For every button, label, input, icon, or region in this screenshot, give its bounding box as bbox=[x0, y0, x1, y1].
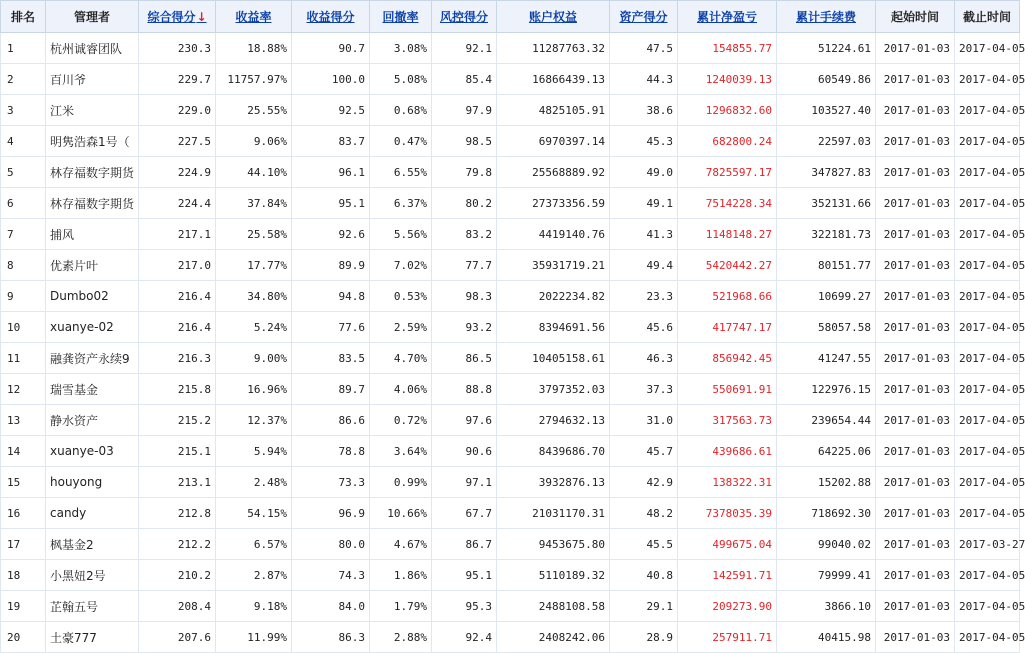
equity-cell: 35931719.21 bbox=[497, 250, 610, 281]
risk-score-cell: 95.3 bbox=[432, 591, 497, 622]
manager-cell: xuanye-03 bbox=[46, 436, 139, 467]
manager-cell: 优素片叶 bbox=[46, 250, 139, 281]
manager-cell: 芷翰五号 bbox=[46, 591, 139, 622]
header-end-time: 截止时间 bbox=[955, 1, 1020, 33]
return-rate-cell: 5.94% bbox=[216, 436, 292, 467]
start-time-cell: 2017-01-03 bbox=[876, 529, 955, 560]
header-row bbox=[1, 1, 1020, 33]
return-score-cell: 95.1 bbox=[292, 188, 370, 219]
asset-score-cell: 31.0 bbox=[610, 405, 678, 436]
score-cell: 224.9 bbox=[139, 157, 216, 188]
table-row bbox=[1, 95, 1020, 126]
manager-cell: Dumbo02 bbox=[46, 281, 139, 312]
rank-cell: 15 bbox=[1, 467, 46, 498]
manager-cell: 江米 bbox=[46, 95, 139, 126]
equity-cell: 3932876.13 bbox=[497, 467, 610, 498]
equity-cell: 9453675.80 bbox=[497, 529, 610, 560]
start-time-cell: 2017-01-03 bbox=[876, 374, 955, 405]
return-score-cell: 83.7 bbox=[292, 126, 370, 157]
rank-cell: 19 bbox=[1, 591, 46, 622]
start-time-cell: 2017-01-03 bbox=[876, 591, 955, 622]
net-pnl-cell: 499675.04 bbox=[678, 529, 777, 560]
table-row bbox=[1, 64, 1020, 95]
return-rate-cell: 44.10% bbox=[216, 157, 292, 188]
table-row bbox=[1, 219, 1020, 250]
net-pnl-cell: 417747.17 bbox=[678, 312, 777, 343]
manager-cell: 融龚资产永续9 bbox=[46, 343, 139, 374]
header-return-score-sort[interactable]: 收益得分 bbox=[292, 1, 370, 33]
rank-cell: 12 bbox=[1, 374, 46, 405]
start-time-cell: 2017-01-03 bbox=[876, 219, 955, 250]
asset-score-cell: 44.3 bbox=[610, 64, 678, 95]
fees-cell: 15202.88 bbox=[777, 467, 876, 498]
fees-cell: 80151.77 bbox=[777, 250, 876, 281]
manager-cell: 小黑妞2号 bbox=[46, 560, 139, 591]
drawdown-cell: 0.47% bbox=[370, 126, 432, 157]
asset-score-cell: 45.3 bbox=[610, 126, 678, 157]
table-row bbox=[1, 281, 1020, 312]
return-rate-cell: 34.80% bbox=[216, 281, 292, 312]
rank-cell: 9 bbox=[1, 281, 46, 312]
header-risk-score-sort[interactable]: 风控得分 bbox=[432, 1, 497, 33]
table-row bbox=[1, 188, 1020, 219]
manager-cell: houyong bbox=[46, 467, 139, 498]
score-cell: 216.4 bbox=[139, 281, 216, 312]
end-time-cell: 2017-04-05 bbox=[955, 374, 1020, 405]
return-score-cell: 96.9 bbox=[292, 498, 370, 529]
risk-score-cell: 97.6 bbox=[432, 405, 497, 436]
rank-cell: 1 bbox=[1, 33, 46, 64]
asset-score-cell: 37.3 bbox=[610, 374, 678, 405]
equity-cell: 4825105.91 bbox=[497, 95, 610, 126]
drawdown-cell: 6.55% bbox=[370, 157, 432, 188]
end-time-cell: 2017-04-05 bbox=[955, 126, 1020, 157]
header-net-pnl-sort[interactable]: 累计净盈亏 bbox=[678, 1, 777, 33]
end-time-cell: 2017-04-05 bbox=[955, 188, 1020, 219]
table-row bbox=[1, 250, 1020, 281]
rank-cell: 18 bbox=[1, 560, 46, 591]
return-score-cell: 89.7 bbox=[292, 374, 370, 405]
manager-cell: 枫基金2 bbox=[46, 529, 139, 560]
end-time-cell: 2017-04-05 bbox=[955, 250, 1020, 281]
manager-cell: 瑞雪基金 bbox=[46, 374, 139, 405]
start-time-cell: 2017-01-03 bbox=[876, 467, 955, 498]
end-time-cell: 2017-04-05 bbox=[955, 33, 1020, 64]
score-cell: 230.3 bbox=[139, 33, 216, 64]
header-drawdown-sort[interactable]: 回撤率 bbox=[370, 1, 432, 33]
rank-cell: 17 bbox=[1, 529, 46, 560]
start-time-cell: 2017-01-03 bbox=[876, 157, 955, 188]
end-time-cell: 2017-04-05 bbox=[955, 343, 1020, 374]
table-row bbox=[1, 591, 1020, 622]
end-time-cell: 2017-03-27 bbox=[955, 529, 1020, 560]
asset-score-cell: 49.0 bbox=[610, 157, 678, 188]
net-pnl-cell: 1240039.13 bbox=[678, 64, 777, 95]
risk-score-cell: 90.6 bbox=[432, 436, 497, 467]
return-score-cell: 89.9 bbox=[292, 250, 370, 281]
score-cell: 210.2 bbox=[139, 560, 216, 591]
asset-score-cell: 29.1 bbox=[610, 591, 678, 622]
drawdown-cell: 5.56% bbox=[370, 219, 432, 250]
table-row bbox=[1, 467, 1020, 498]
table-row bbox=[1, 498, 1020, 529]
return-score-cell: 83.5 bbox=[292, 343, 370, 374]
risk-score-cell: 86.5 bbox=[432, 343, 497, 374]
fees-cell: 51224.61 bbox=[777, 33, 876, 64]
risk-score-cell: 98.3 bbox=[432, 281, 497, 312]
end-time-cell: 2017-04-05 bbox=[955, 405, 1020, 436]
equity-cell: 2488108.58 bbox=[497, 591, 610, 622]
equity-cell: 3797352.03 bbox=[497, 374, 610, 405]
rank-cell: 8 bbox=[1, 250, 46, 281]
return-score-cell: 100.0 bbox=[292, 64, 370, 95]
start-time-cell: 2017-01-03 bbox=[876, 622, 955, 653]
return-score-cell: 92.5 bbox=[292, 95, 370, 126]
risk-score-cell: 77.7 bbox=[432, 250, 497, 281]
return-score-cell: 74.3 bbox=[292, 560, 370, 591]
fees-cell: 10699.27 bbox=[777, 281, 876, 312]
return-rate-cell: 16.96% bbox=[216, 374, 292, 405]
header-score-label[interactable]: 综合得分 bbox=[147, 10, 196, 24]
end-time-cell: 2017-04-05 bbox=[955, 498, 1020, 529]
return-rate-cell: 54.15% bbox=[216, 498, 292, 529]
header-fees-sort[interactable]: 累计手续费 bbox=[777, 1, 876, 33]
return-rate-cell: 2.87% bbox=[216, 560, 292, 591]
drawdown-cell: 7.02% bbox=[370, 250, 432, 281]
header-equity-sort[interactable]: 账户权益 bbox=[497, 1, 610, 33]
return-score-cell: 92.6 bbox=[292, 219, 370, 250]
table-row bbox=[1, 126, 1020, 157]
drawdown-cell: 10.66% bbox=[370, 498, 432, 529]
rank-cell: 20 bbox=[1, 622, 46, 653]
risk-score-cell: 95.1 bbox=[432, 560, 497, 591]
asset-score-cell: 41.3 bbox=[610, 219, 678, 250]
score-cell: 215.2 bbox=[139, 405, 216, 436]
header-start-time: 起始时间 bbox=[876, 1, 955, 33]
equity-cell: 21031170.31 bbox=[497, 498, 610, 529]
return-score-cell: 96.1 bbox=[292, 157, 370, 188]
net-pnl-cell: 521968.66 bbox=[678, 281, 777, 312]
fees-cell: 322181.73 bbox=[777, 219, 876, 250]
drawdown-cell: 0.99% bbox=[370, 467, 432, 498]
start-time-cell: 2017-01-03 bbox=[876, 343, 955, 374]
start-time-cell: 2017-01-03 bbox=[876, 64, 955, 95]
equity-cell: 25568889.92 bbox=[497, 157, 610, 188]
rank-cell: 11 bbox=[1, 343, 46, 374]
equity-cell: 27373356.59 bbox=[497, 188, 610, 219]
drawdown-cell: 0.53% bbox=[370, 281, 432, 312]
manager-cell: 林存福数字期货 bbox=[46, 188, 139, 219]
equity-cell: 8439686.70 bbox=[497, 436, 610, 467]
return-rate-cell: 5.24% bbox=[216, 312, 292, 343]
net-pnl-cell: 142591.71 bbox=[678, 560, 777, 591]
start-time-cell: 2017-01-03 bbox=[876, 95, 955, 126]
fees-cell: 64225.06 bbox=[777, 436, 876, 467]
end-time-cell: 2017-04-05 bbox=[955, 95, 1020, 126]
manager-cell: 静水资产 bbox=[46, 405, 139, 436]
return-rate-cell: 6.57% bbox=[216, 529, 292, 560]
net-pnl-cell: 550691.91 bbox=[678, 374, 777, 405]
drawdown-cell: 6.37% bbox=[370, 188, 432, 219]
net-pnl-cell: 1148148.27 bbox=[678, 219, 777, 250]
header-asset-score-sort[interactable]: 资产得分 bbox=[610, 1, 678, 33]
header-manager: 管理者 bbox=[46, 1, 139, 33]
return-rate-cell: 37.84% bbox=[216, 188, 292, 219]
start-time-cell: 2017-01-03 bbox=[876, 405, 955, 436]
fees-cell: 22597.03 bbox=[777, 126, 876, 157]
fees-cell: 103527.40 bbox=[777, 95, 876, 126]
end-time-cell: 2017-04-05 bbox=[955, 591, 1020, 622]
return-rate-cell: 17.77% bbox=[216, 250, 292, 281]
start-time-cell: 2017-01-03 bbox=[876, 188, 955, 219]
drawdown-cell: 2.59% bbox=[370, 312, 432, 343]
manager-cell: 捕风 bbox=[46, 219, 139, 250]
score-cell: 227.5 bbox=[139, 126, 216, 157]
score-cell: 215.8 bbox=[139, 374, 216, 405]
return-rate-cell: 2.48% bbox=[216, 467, 292, 498]
end-time-cell: 2017-04-05 bbox=[955, 436, 1020, 467]
manager-cell: candy bbox=[46, 498, 139, 529]
drawdown-cell: 5.08% bbox=[370, 64, 432, 95]
net-pnl-cell: 7378035.39 bbox=[678, 498, 777, 529]
score-cell: 224.4 bbox=[139, 188, 216, 219]
score-cell: 212.2 bbox=[139, 529, 216, 560]
table-row bbox=[1, 312, 1020, 343]
start-time-cell: 2017-01-03 bbox=[876, 498, 955, 529]
score-cell: 229.0 bbox=[139, 95, 216, 126]
fees-cell: 718692.30 bbox=[777, 498, 876, 529]
end-time-cell: 2017-04-05 bbox=[955, 560, 1020, 591]
risk-score-cell: 79.8 bbox=[432, 157, 497, 188]
return-score-cell: 80.0 bbox=[292, 529, 370, 560]
net-pnl-cell: 7514228.34 bbox=[678, 188, 777, 219]
end-time-cell: 2017-04-05 bbox=[955, 157, 1020, 188]
drawdown-cell: 4.67% bbox=[370, 529, 432, 560]
rank-cell: 16 bbox=[1, 498, 46, 529]
start-time-cell: 2017-01-03 bbox=[876, 126, 955, 157]
rank-cell: 10 bbox=[1, 312, 46, 343]
table-row bbox=[1, 405, 1020, 436]
return-score-cell: 90.7 bbox=[292, 33, 370, 64]
return-score-cell: 73.3 bbox=[292, 467, 370, 498]
manager-cell: 土豪777 bbox=[46, 622, 139, 653]
net-pnl-cell: 154855.77 bbox=[678, 33, 777, 64]
equity-cell: 10405158.61 bbox=[497, 343, 610, 374]
fees-cell: 58057.58 bbox=[777, 312, 876, 343]
net-pnl-cell: 1296832.60 bbox=[678, 95, 777, 126]
equity-cell: 8394691.56 bbox=[497, 312, 610, 343]
rank-cell: 13 bbox=[1, 405, 46, 436]
drawdown-cell: 3.08% bbox=[370, 33, 432, 64]
manager-cell: 百川爷 bbox=[46, 64, 139, 95]
start-time-cell: 2017-01-03 bbox=[876, 312, 955, 343]
fees-cell: 352131.66 bbox=[777, 188, 876, 219]
header-score-sort[interactable] bbox=[139, 1, 216, 33]
table-row bbox=[1, 33, 1020, 64]
return-score-cell: 84.0 bbox=[292, 591, 370, 622]
table-row bbox=[1, 374, 1020, 405]
fees-cell: 122976.15 bbox=[777, 374, 876, 405]
table-row bbox=[1, 343, 1020, 374]
risk-score-cell: 92.1 bbox=[432, 33, 497, 64]
rank-cell: 7 bbox=[1, 219, 46, 250]
risk-score-cell: 83.2 bbox=[432, 219, 497, 250]
header-return-rate-sort[interactable]: 收益率 bbox=[216, 1, 292, 33]
return-rate-cell: 9.06% bbox=[216, 126, 292, 157]
asset-score-cell: 45.5 bbox=[610, 529, 678, 560]
return-rate-cell: 11.99% bbox=[216, 622, 292, 653]
start-time-cell: 2017-01-03 bbox=[876, 250, 955, 281]
net-pnl-cell: 7825597.17 bbox=[678, 157, 777, 188]
manager-cell: 杭州诚睿团队 bbox=[46, 33, 139, 64]
equity-cell: 4419140.76 bbox=[497, 219, 610, 250]
drawdown-cell: 4.70% bbox=[370, 343, 432, 374]
return-score-cell: 86.3 bbox=[292, 622, 370, 653]
score-cell: 217.1 bbox=[139, 219, 216, 250]
asset-score-cell: 48.2 bbox=[610, 498, 678, 529]
equity-cell: 6970397.14 bbox=[497, 126, 610, 157]
asset-score-cell: 28.9 bbox=[610, 622, 678, 653]
return-rate-cell: 9.00% bbox=[216, 343, 292, 374]
risk-score-cell: 88.8 bbox=[432, 374, 497, 405]
net-pnl-cell: 5420442.27 bbox=[678, 250, 777, 281]
rank-cell: 6 bbox=[1, 188, 46, 219]
rank-cell: 14 bbox=[1, 436, 46, 467]
asset-score-cell: 45.7 bbox=[610, 436, 678, 467]
equity-cell: 2022234.82 bbox=[497, 281, 610, 312]
risk-score-cell: 97.9 bbox=[432, 95, 497, 126]
return-rate-cell: 25.55% bbox=[216, 95, 292, 126]
asset-score-cell: 40.8 bbox=[610, 560, 678, 591]
drawdown-cell: 2.88% bbox=[370, 622, 432, 653]
score-cell: 215.1 bbox=[139, 436, 216, 467]
return-score-cell: 86.6 bbox=[292, 405, 370, 436]
score-cell: 216.3 bbox=[139, 343, 216, 374]
risk-score-cell: 98.5 bbox=[432, 126, 497, 157]
risk-score-cell: 85.4 bbox=[432, 64, 497, 95]
end-time-cell: 2017-04-05 bbox=[955, 622, 1020, 653]
return-rate-cell: 18.88% bbox=[216, 33, 292, 64]
asset-score-cell: 46.3 bbox=[610, 343, 678, 374]
header-rank: 排名 bbox=[1, 1, 46, 33]
end-time-cell: 2017-04-05 bbox=[955, 64, 1020, 95]
asset-score-cell: 47.5 bbox=[610, 33, 678, 64]
drawdown-cell: 3.64% bbox=[370, 436, 432, 467]
asset-score-cell: 38.6 bbox=[610, 95, 678, 126]
risk-score-cell: 92.4 bbox=[432, 622, 497, 653]
start-time-cell: 2017-01-03 bbox=[876, 33, 955, 64]
table-row bbox=[1, 436, 1020, 467]
manager-cell: xuanye-02 bbox=[46, 312, 139, 343]
net-pnl-cell: 138322.31 bbox=[678, 467, 777, 498]
return-rate-cell: 12.37% bbox=[216, 405, 292, 436]
return-rate-cell: 25.58% bbox=[216, 219, 292, 250]
risk-score-cell: 80.2 bbox=[432, 188, 497, 219]
fees-cell: 99040.02 bbox=[777, 529, 876, 560]
drawdown-cell: 4.06% bbox=[370, 374, 432, 405]
down-arrow-icon: ↓ bbox=[196, 10, 207, 24]
asset-score-cell: 42.9 bbox=[610, 467, 678, 498]
drawdown-cell: 0.72% bbox=[370, 405, 432, 436]
table-row bbox=[1, 529, 1020, 560]
rank-cell: 5 bbox=[1, 157, 46, 188]
score-cell: 216.4 bbox=[139, 312, 216, 343]
return-rate-cell: 11757.97% bbox=[216, 64, 292, 95]
start-time-cell: 2017-01-03 bbox=[876, 281, 955, 312]
score-cell: 213.1 bbox=[139, 467, 216, 498]
risk-score-cell: 97.1 bbox=[432, 467, 497, 498]
equity-cell: 2408242.06 bbox=[497, 622, 610, 653]
asset-score-cell: 23.3 bbox=[610, 281, 678, 312]
net-pnl-cell: 209273.90 bbox=[678, 591, 777, 622]
score-cell: 212.8 bbox=[139, 498, 216, 529]
equity-cell: 16866439.13 bbox=[497, 64, 610, 95]
drawdown-cell: 1.86% bbox=[370, 560, 432, 591]
asset-score-cell: 49.1 bbox=[610, 188, 678, 219]
start-time-cell: 2017-01-03 bbox=[876, 560, 955, 591]
fees-cell: 40415.98 bbox=[777, 622, 876, 653]
fees-cell: 41247.55 bbox=[777, 343, 876, 374]
rank-cell: 4 bbox=[1, 126, 46, 157]
rank-cell: 3 bbox=[1, 95, 46, 126]
fees-cell: 347827.83 bbox=[777, 157, 876, 188]
return-score-cell: 78.8 bbox=[292, 436, 370, 467]
table-row bbox=[1, 157, 1020, 188]
score-cell: 229.7 bbox=[139, 64, 216, 95]
equity-cell: 5110189.32 bbox=[497, 560, 610, 591]
start-time-cell: 2017-01-03 bbox=[876, 436, 955, 467]
fees-cell: 239654.44 bbox=[777, 405, 876, 436]
net-pnl-cell: 317563.73 bbox=[678, 405, 777, 436]
rank-cell: 2 bbox=[1, 64, 46, 95]
asset-score-cell: 49.4 bbox=[610, 250, 678, 281]
net-pnl-cell: 856942.45 bbox=[678, 343, 777, 374]
end-time-cell: 2017-04-05 bbox=[955, 312, 1020, 343]
end-time-cell: 2017-04-05 bbox=[955, 219, 1020, 250]
drawdown-cell: 0.68% bbox=[370, 95, 432, 126]
return-rate-cell: 9.18% bbox=[216, 591, 292, 622]
equity-cell: 2794632.13 bbox=[497, 405, 610, 436]
net-pnl-cell: 682800.24 bbox=[678, 126, 777, 157]
drawdown-cell: 1.79% bbox=[370, 591, 432, 622]
manager-cell: 明隽浩森1号（ bbox=[46, 126, 139, 157]
asset-score-cell: 45.6 bbox=[610, 312, 678, 343]
fees-cell: 3866.10 bbox=[777, 591, 876, 622]
manager-cell: 林存福数字期货 bbox=[46, 157, 139, 188]
equity-cell: 11287763.32 bbox=[497, 33, 610, 64]
risk-score-cell: 67.7 bbox=[432, 498, 497, 529]
end-time-cell: 2017-04-05 bbox=[955, 281, 1020, 312]
return-score-cell: 94.8 bbox=[292, 281, 370, 312]
table-row bbox=[1, 622, 1020, 653]
risk-score-cell: 86.7 bbox=[432, 529, 497, 560]
net-pnl-cell: 439686.61 bbox=[678, 436, 777, 467]
net-pnl-cell: 257911.71 bbox=[678, 622, 777, 653]
fees-cell: 79999.41 bbox=[777, 560, 876, 591]
table-body bbox=[1, 33, 1025, 653]
score-cell: 207.6 bbox=[139, 622, 216, 653]
table-row bbox=[1, 560, 1020, 591]
fees-cell: 60549.86 bbox=[777, 64, 876, 95]
score-cell: 208.4 bbox=[139, 591, 216, 622]
risk-score-cell: 93.2 bbox=[432, 312, 497, 343]
end-time-cell: 2017-04-05 bbox=[955, 467, 1020, 498]
score-cell: 217.0 bbox=[139, 250, 216, 281]
return-score-cell: 77.6 bbox=[292, 312, 370, 343]
